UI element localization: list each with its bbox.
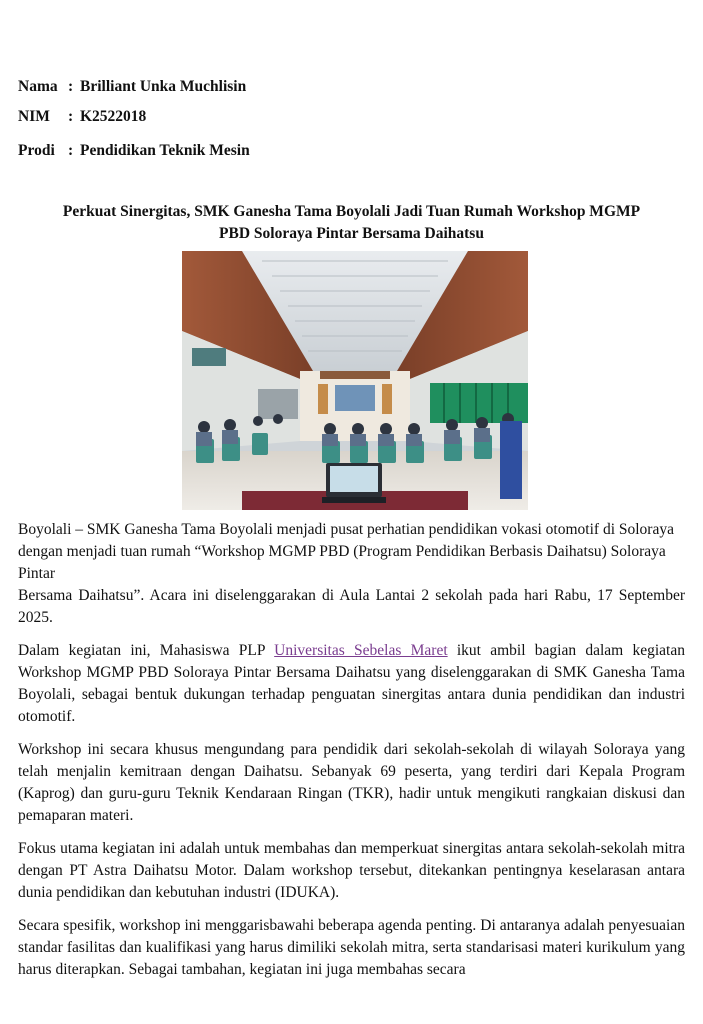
paragraph-text: ikut ambil bagian dalam kegiatan Workshop MGMP PBD Soloraya Pintar Bersama Daihatsu yang diselenggarakan di SMK Ganesha Tama Boyolali, sebagai bentuk dukungan terhadap penguatan sinergitas antara dunia pendidikan dan industri otomotif.: [18, 642, 685, 725]
info-value: K2522018: [80, 108, 147, 125]
paragraph: Bersama Daihatsu”. Acara ini diselenggarakan di Aula Lantai 2 sekolah pada hari Rabu, 17 September 2025.: [18, 587, 685, 626]
paragraph: Secara spesifik, workshop ini menggarisbawahi beberapa agenda penting. Di antaranya adalah penyesuaian standar fasilitas dan kualifikasi yang harus dimiliki sekolah mitra, serta standarisasi materi kurikulum yang harus diterapkan. Sebagai tambahan, kegiatan ini juga membahas secara: [18, 917, 685, 978]
title-line: PBD Soloraya Pintar Bersama Daihatsu: [219, 225, 484, 242]
article-body: [18, 519, 685, 992]
workshop-photo: [182, 251, 528, 510]
paragraph: Fokus utama kegiatan ini adalah untuk membahas dan memperkuat sinergitas antara sekolah-sekolah mitra dengan PT Astra Daihatsu Motor. Dalam workshop tersebut, ditekankan pentingnya keselarasan antara dunia pendidikan dan kebutuhan industri (IDUKA).: [18, 840, 685, 901]
paragraph: Workshop ini secara khusus mengundang para pendidik dari sekolah-sekolah di wilayah Soloraya yang telah menjalin kemitraan dengan Daihatsu. Sebanyak 69 peserta, yang terdiri dari Kepala Program (Kaprog) dan guru-guru Teknik Kendaraan Ringan (TKR), hadir untuk mengikuti rangkaian diskusi dan pemaparan materi.: [18, 741, 685, 824]
info-separator: :: [68, 108, 74, 125]
info-label: Nama: [18, 78, 58, 95]
info-separator: :: [68, 78, 74, 95]
info-separator: :: [68, 142, 74, 159]
paragraph-text: Dalam kegiatan ini, Mahasiswa PLP: [18, 642, 275, 659]
info-row-prodi: [18, 136, 250, 166]
paragraph: Boyolali – SMK Ganesha Tama Boyolali menjadi pusat perhatian pendidikan vokasi otomotif di Soloraya dengan menjadi tuan rumah “Workshop MGMP PBD (Program Pendidikan Berbasis Daihatsu) Soloraya Pintar: [18, 521, 674, 582]
info-label: NIM: [18, 108, 50, 125]
info-value: Pendidikan Teknik Mesin: [80, 142, 250, 159]
info-row-nim: [18, 102, 250, 132]
paragraph: [18, 640, 685, 728]
title-line: Perkuat Sinergitas, SMK Ganesha Tama Boyolali Jadi Tuan Rumah Workshop MGMP: [62, 203, 641, 220]
article-title: [18, 201, 685, 245]
student-info: [18, 72, 250, 166]
info-row-nama: [18, 72, 250, 102]
info-label: Prodi: [18, 142, 55, 159]
university-link[interactable]: Universitas Sebelas Maret: [274, 642, 448, 659]
info-value: Brilliant Unka Muchlisin: [80, 78, 247, 95]
